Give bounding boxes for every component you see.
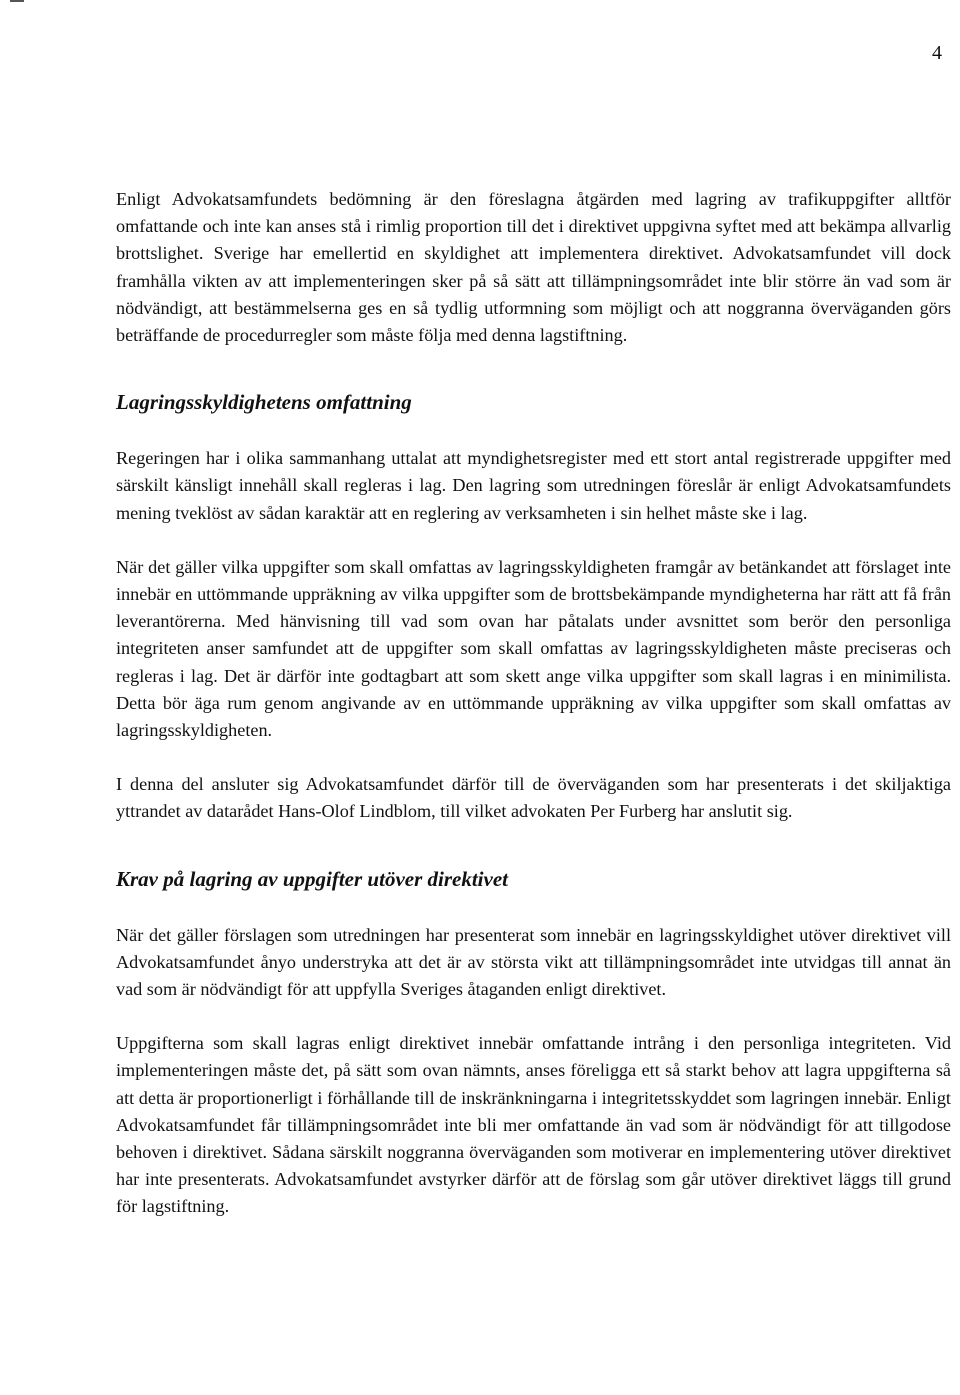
scan-mark [10, 0, 24, 2]
paragraph-data-to-include: När det gäller vilka uppgifter som skall omfattas av lagringsskyldigheten framgår av betänkandet att förslaget inte innebär en uttömmande uppräkning av vilka uppgifter som de brottsbekämpande myndigheterna har rätt att få från leverantörerna. Med hänvisning till vad som ovan har påtalats under avsnittet som berör den personliga integriteten anser samfundet att de uppgifter som skall omfattas av lagringsskyldigheten måste preciseras och regleras i lag. Det är därför inte godtagbart att som skett ange vilka uppgifter som skall lagras i en minimilista. Detta bör äga rum genom angivande av en uttömmande uppräkning av vilka uppgifter som skall omfattas av lagringsskyldigheten. [116, 556, 951, 741]
document-body [116, 186, 951, 1221]
page-number: 4 [932, 42, 942, 64]
paragraph-integrity-intrusion: Uppgifterna som skall lagras enligt direktivet innebär omfattande intrång i den personliga integriteten. Vid implementeringen måste det, på sätt som ovan nämnts, anses föreligga ett så starkt behov att lagra uppgifterna så att detta är proportionerligt i förhållande till de inskränkningarna i integritetsskyddet som lagringen innebär. Enligt Advokatsamfundet får tillämpningsområdet inte bli mer omfattande än vad som är nödvändigt för att tillgodose behoven i direktivet. Sådana särskilt noggranna överväganden som motiverar en implementering utöver direktivet har inte presenterats. Advokatsamfundet avstyrker därför att de förslag som går utöver direktivet läggs till grund för lagstiftning. [116, 1033, 951, 1217]
heading-storage-obligation-scope: Lagringsskyldighetens omfattning [116, 390, 412, 415]
paragraph-dissenting-opinion: I denna del ansluter sig Advokatsamfundet därför till de överväganden som har presenterats i det skiljaktiga yttrandet av datarådet Hans-Olof Lindblom, till vilket advokaten Per Furberg har anslutit sig. [116, 774, 951, 822]
paragraph-proportionality: Enligt Advokatsamfundets bedömning är den föreslagna åtgärden med lagring av trafikuppgifter alltför omfattande och inte kan anses stå i rimlig proportion till det i direktivet uppgivna syftet med att bekämpa allvarlig brottslighet. Sverige har emellertid en skyldighet att implementera direktivet. Advokatsamfundet vill dock framhålla vikten av att implementeringen sker på så sätt att tillämpningsområdet inte blir större än vad som är nödvändigt, att bestämmelserna ges en så tydlig utformning som möjligt och att noggranna överväganden görs beträffande de procedurregler som måste följa med denna lagstiftning. [116, 189, 951, 346]
heading-storage-beyond-directive: Krav på lagring av uppgifter utöver direktivet [116, 866, 508, 891]
paragraph-scope-limitation: När det gäller förslagen som utredningen har presenterat som innebär en lagringsskyldighet utöver direktivet vill Advokatsamfundet ånyo understryka att det är av största vikt att tillämpningsområdet inte utvidgas till annat än vad som är nödvändigt för att uppfylla Sveriges åtaganden enligt direktivet. [116, 924, 951, 1000]
paragraph-regulation-in-law: Regeringen har i olika sammanhang uttalat att myndighetsregister med ett stort antal registrerade uppgifter med särskilt känsligt innehåll skall regleras i lag. Den lagring som utredningen föreslår är enligt Advokatsamfundets mening tveklöst av sådan karaktär att en reglering av verksamheten i sin helhet måste ske i lag. [116, 448, 951, 523]
